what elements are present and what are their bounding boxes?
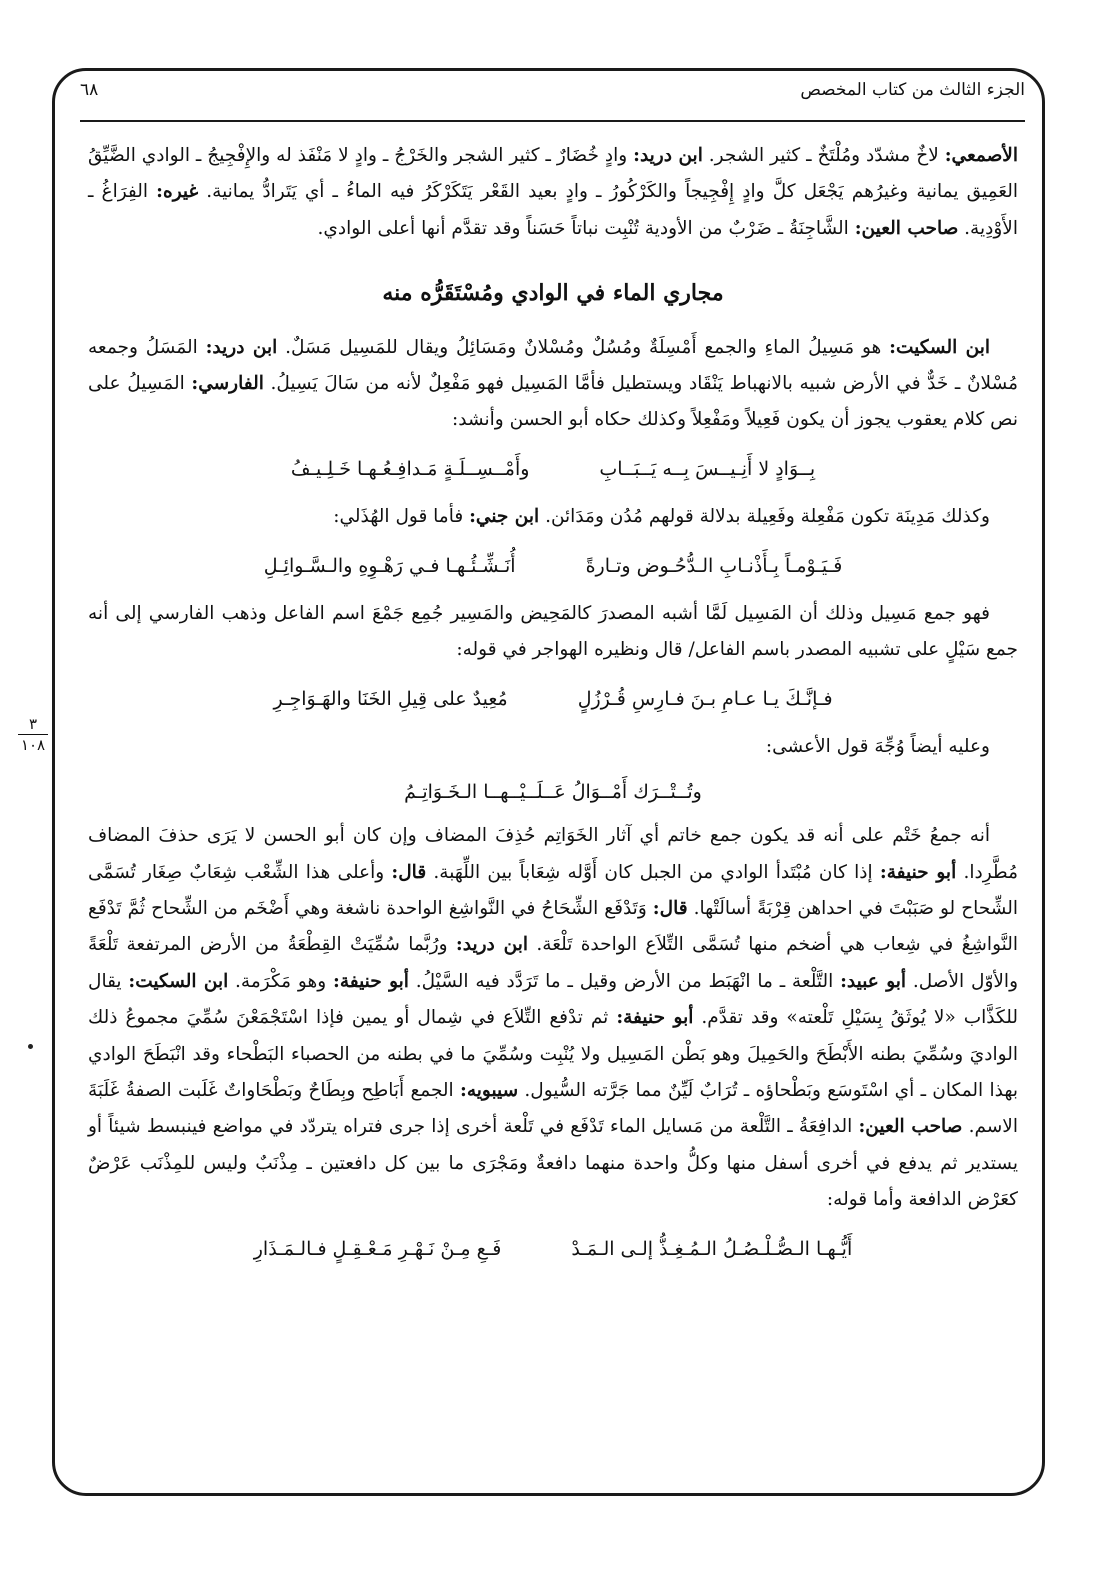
paragraph-text: ثم تدْفع التِّلاَع في شِمال أو يمين فإذا اسْتَجْمَعْنَ سُمِّيَ مجموعُ ذلك الواديَ وسُمِّيَ بطنه الأَبْطَحَ والحَمِيلَ وهو بَطْن المَسِيل ولا يُنْبِت وسُمِّيَ ما في بطنه من الحصباء البَطْحاء وقد انْبَطَحَ الوادي بهذا المكان ـ أي اسْتَوسَع وبَطْحاؤه ـ تُرَابٌ لَيِّنٌ مما جَرَّته السُّيول. (88, 1007, 1019, 1101)
speaker-label: صاحب العين: (854, 217, 959, 239)
speaker-label: الأصمعي: (944, 145, 1018, 166)
paragraph-3 (88, 499, 1018, 535)
paragraph-text: وكذلك مَدِينَة تكون مَفْعِلة وفَعِيلة بدلالة قولهم مُدُن ومَدَائن. (539, 506, 990, 528)
page-body (88, 138, 1018, 1279)
paragraph-2 (88, 330, 1018, 439)
verse-hemistich-second: أُنَـشِّـئُـهـا فـي رَهْـوِهِ والـسَّـوائِـلِ (263, 554, 516, 577)
verse-hemistich-first: أَيُّـهـا الـصُّـلْـصُـلُ الـمُـغِـذُّ إلـى الـمَـدْ (571, 1237, 853, 1260)
running-title: الجزء الثالث من كتاب المخصص (800, 80, 1025, 100)
header-divider (80, 120, 1025, 122)
verse-hemistich-first: فَـيَـوْمـاً بِـأَذْنـابِ الـدُّحُـوض وتـارةً (585, 554, 843, 577)
speaker-label: صاحب العين: (858, 1116, 963, 1138)
verse-5 (88, 1231, 1018, 1267)
verse-2 (88, 548, 1018, 584)
paragraph-text: وادٍ خُضَارٌ ـ كثير الشجر والخَرْجُ ـ وادٍ لا مَنْفَذ له والإِفْجِيجُ ـ الوادي الضَّيِّقُ العَمِيق يمانية وغيرُهم يَجْعَل كلَّ وادٍ إِفْجِيجاً والكَرْكُورُ ـ وادٍ بعيد القَعْر يَتَكَرْكَرُ فيه الماءُ ـ أي يَتَرادُّ يمانية. (88, 145, 1018, 203)
paragraph-text: التَّلْعة ـ ما انْهَبَط من الأرض وقيل ـ ما تَرَدَّد فيه السَّيْلُ. (408, 970, 841, 992)
paragraph-text: المَسَلُ وجمعه مُسْلانٌ ـ خَدٌّ في الأرض شبيه بالانهباط يَنْقَاد ويستطيل فأمَّا المَسِيل فهو مَفْعِلٌ لأنه من سَالَ يَسِيلُ. (88, 336, 1019, 395)
paragraph-6 (88, 818, 1018, 1218)
speaker-label: قال: (652, 897, 688, 919)
verse-hemistich-second: وأَمْــسِــلَـةٍ مَـدافِـعُـهـا خَـلِـيـفُ (290, 457, 530, 480)
speaker-label: ابن جني: (469, 506, 540, 528)
speaker-label: الفارسي: (191, 373, 264, 395)
paragraph-1 (88, 138, 1018, 247)
speaker-label: ابن دريد: (205, 336, 278, 358)
verse-hemistich-second: فَـعِ مِـنْ نَـهْـرِ مَـعْـقِـلٍ فـالـمَـذَارِ (253, 1237, 502, 1260)
margin-reference-bottom: ١٠٨ (20, 736, 46, 754)
scan-speck (28, 1044, 33, 1049)
speaker-label: ابن السكيت: (128, 970, 229, 992)
verse-hemistich-first: فـإنَّـكَ يـا عـامِ بـنَ فـارِسِ قُـرْزُلٍ (577, 687, 833, 710)
paragraph-text: إذا كان مُبْتَدأ الوادي من الجبل كان أَوَّله شِعَاباً بين اللِّهَبة. (426, 861, 880, 883)
speaker-label: أبو عبيد: (840, 970, 907, 992)
speaker-label: أبو حنيفة: (332, 970, 409, 992)
paragraph-text: لاخٌ مشدّد ومُلْتَخٌ ـ كثير الشجر. (702, 145, 945, 166)
speaker-label: غيره: (156, 181, 199, 203)
paragraph-text: وَتَدْفَع الشِّحَاحُ في النَّواشِغ الواحدة ناشغة وهي أَضْخَم من الشِّحاح ثُمَّ تَدْفَع النَّواشِغُ في شِعاب هي أضخم منها تُسَمَّى التِّلاَع الواحدة تَلْعَة. (88, 897, 1018, 956)
margin-reference (16, 716, 50, 753)
paragraph-text: الشَّاجِنَةُ ـ ضَرْبٌ من الأودية تُنْبِت نباتاً حَسَناً وقد تقدَّم أنها أعلى الوادي. (317, 217, 855, 239)
paragraph-text: وهو مَكْرَمة. (228, 970, 333, 992)
paragraph-text: وأعلى هذا الشِّعْب شِعَابٌ صِغَار تُسَمَّى الشِّحاح لو صَبَبْتَ في احداهن قِرْبَةً أسالَتْها. (88, 861, 1019, 919)
paragraph-text: الدافِعَةُ ـ التَّلْعة من مَسايل الماء تَدْفَع في تَلْعة أخرى إذا جرى فتراه يتردّد في مواضع فينبسط شيئاً أو يستدير ثم يدفع في أخرى أسفل منها وكلُّ واحدة منهما دافعةٌ ومَجْرَى ما بين كل دافعتين ـ مِذْنَبٌ وليس للمِذْنَب عَرْضٌ كعَرْض الدافعة وأما قوله: (88, 1116, 1018, 1211)
paragraph-text: الفِرَاغُ ـ الأَوْدِية. (88, 181, 1018, 239)
paragraph-text: أنه جمعُ خَتْم على أنه قد يكون جمع خاتم أي آثار الخَوَاتِم حُذِفَ المضاف وإن كان أبو الحسن لا يَرَى حذفَ المضاف مُطَّرِدا. (88, 825, 1019, 883)
speaker-label: ابن السكيت: (889, 336, 990, 358)
verse-3 (88, 681, 1018, 717)
verse-hemistich-first: بِــوَادٍ لا أَنِـيــسَ بِــه يَــبَــابِ (599, 457, 816, 480)
speaker-label: قال: (391, 861, 427, 883)
margin-reference-bar (18, 734, 48, 735)
paragraph-text: يقال للكَذَّاب «لا يُوثَقُ بِسَيْلِ تَلْعته» وقد تقدَّم. (88, 970, 1018, 1029)
verse-4: وتُــتْــرَك أَمْــوَالُ عَــلَــيْــهــا الـخَـوَاتِـمُ (404, 780, 702, 803)
verse-1 (88, 451, 1018, 487)
speaker-label: سيبويه: (460, 1079, 519, 1101)
speaker-label: أبو حنيفة: (616, 1007, 694, 1029)
paragraph-text: الجمع أَبَاطِح وبِطَاحٌ وبَطْحَاواتٌ غَلَبت الصفةُ غَلَبَةَ الاسم. (88, 1079, 1018, 1138)
paragraph-4: فهو جمع مَسِيل وذلك أن المَسِيل لَمَّا أشبه المصدرَ كالمَحِيض والمَسِير جُمِع جَمْعَ اسم الفاعل وذهب الفارسي إلى أنه جمع سَيْلٍ على تشبيه المصدر باسم الفاعل/ قال ونظيره الهواجر في قوله: (88, 603, 1018, 661)
page-number: ٦٨ (80, 80, 99, 100)
paragraph-text: هو مَسِيلُ الماءِ والجمع أَمْسِلَةٌ ومُسُلٌ ومُسْلانٌ ومَسَائِلُ ويقال للمَسِيل مَسَلٌ. (277, 336, 890, 358)
speaker-label: ابن دريد: (633, 145, 703, 166)
paragraph-text: ورُبَّما سُمِّيَتْ القِطْعَةُ من الأرض المرتفعة تَلْعَةً والأوّل الأصل. (88, 934, 1019, 992)
paragraph-5: وعليه أيضاً وُجِّهَ قول الأعشى: (765, 736, 990, 758)
margin-reference-top: ٣ (28, 715, 38, 733)
verse-hemistich-second: مُعِيدٌ على قِيلِ الخَنَا والهَـوَاجِـرِ (273, 687, 508, 710)
speaker-label: ابن دريد: (455, 934, 529, 956)
speaker-label: أبو حنيفة: (879, 861, 957, 883)
paragraph-text: فأما قول الهُذَلي: (333, 506, 470, 528)
section-heading: مجاري الماء في الوادي ومُسْتَقَرُّه منه (382, 280, 724, 307)
paragraph-text: المَسِيلُ على نص كلام يعقوب يجوز أن يكون فَعِيلاً ومَفْعِلاً وكذلك حكاه أبو الحسن وأنشد: (88, 373, 1018, 431)
page-header (80, 74, 1025, 114)
